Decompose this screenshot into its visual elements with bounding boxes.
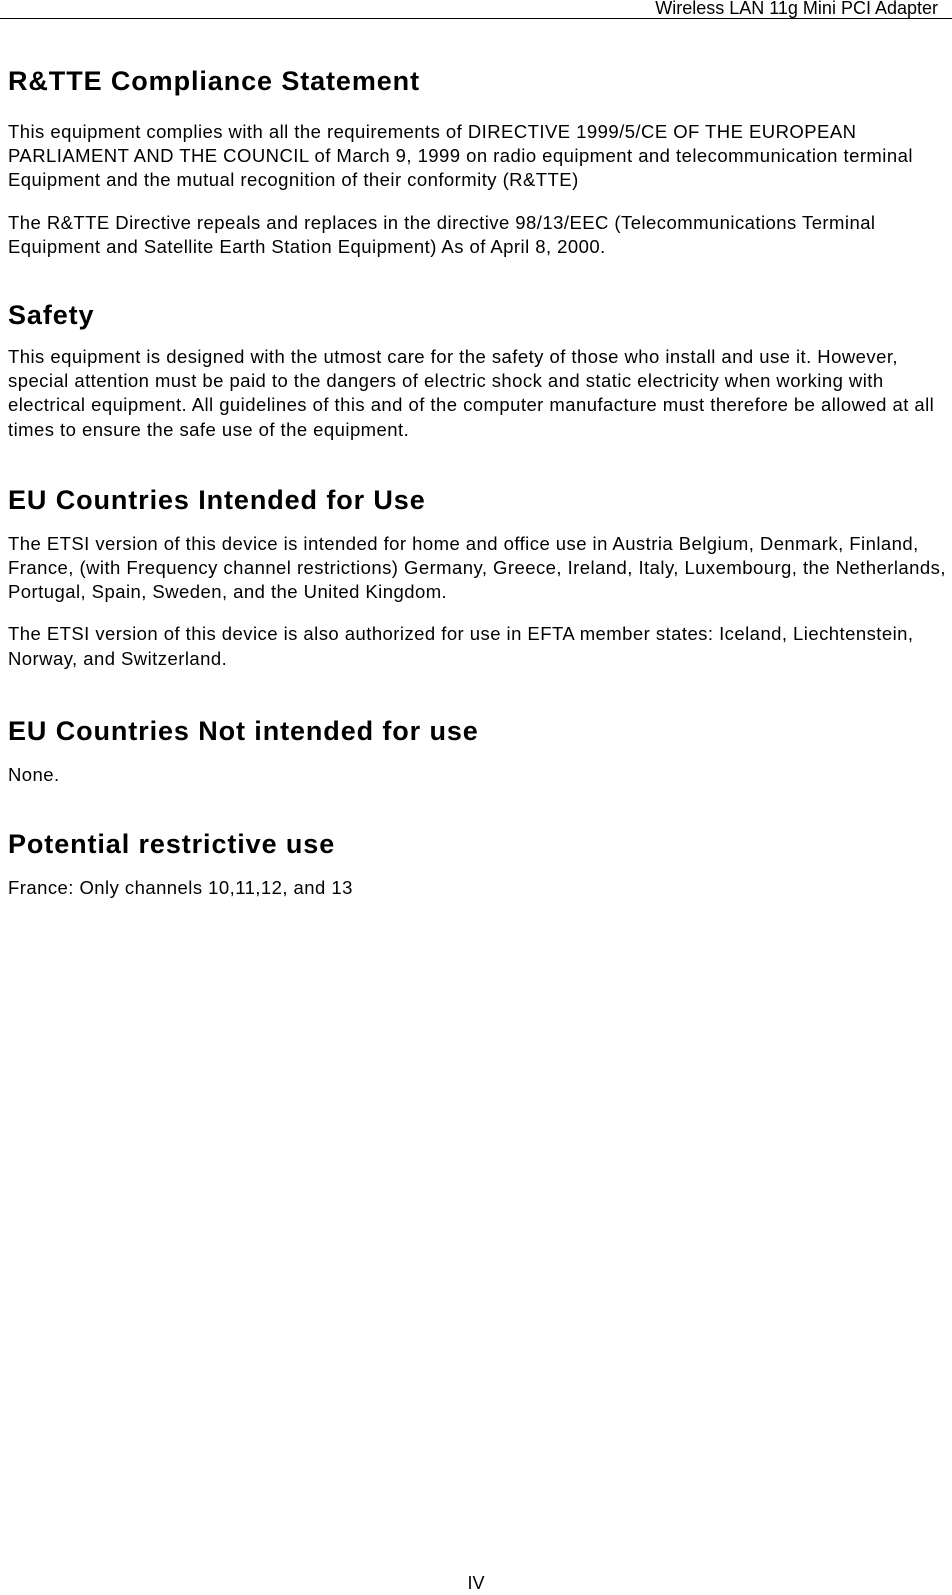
section-heading-eu-intended: EU Countries Intended for Use — [8, 484, 426, 515]
page-number: IV — [467, 1573, 485, 1593]
paragraph-safety: This equipment is designed with the utmost care for the safety of those who install and use it. However, special attention must be paid to the dangers of electric shock and static electricity when working with electrical equipment. All guidelines of this and of the computer manufacture must therefore be allowed at all times to ensure the safe use of the equipment. — [8, 346, 935, 440]
section-restrictive-use — [8, 827, 948, 900]
paragraph-rtte-directive: This equipment complies with all the requirements of DIRECTIVE 1999/5/CE OF THE EUROPEAN PARLIAMENT AND THE COUNCIL of March 9, 1999 on radio equipment and telecommunication terminal Equipment and the mutual recognition of their conformity (R&TTE) — [8, 121, 913, 191]
running-header-title: Wireless LAN 11g Mini PCI Adapter — [655, 0, 938, 18]
section-heading-restrictive-use: Potential restrictive use — [8, 829, 336, 860]
running-header — [0, 0, 952, 19]
section-eu-intended — [8, 483, 948, 671]
section-heading-safety: Safety — [8, 300, 95, 331]
section-safety — [8, 298, 948, 442]
paragraph-etsi-efta: The ETSI version of this device is also authorized for use in EFTA member states: Iceland, Liechtenstein, Norway, and Switzerland. — [8, 623, 914, 669]
paragraph-etsi-home-office: The ETSI version of this device is intended for home and office use in Austria Belgium, Denmark, Finland, France, (with Frequency channel restrictions) Germany, Greece, Ireland, Italy, Luxembourg, the Netherlands, Portugal, Spain, Sweden, and the United Kingdom. — [8, 532, 946, 603]
document-body — [8, 64, 948, 900]
paragraph-rtte-repeals: The R&TTE Directive repeals and replaces in the directive 98/13/EEC (Telecommunications Terminal Equipment and Satellite Earth Station Equipment) As of April 8, 2000. — [8, 211, 876, 257]
section-eu-not-intended — [8, 714, 948, 787]
paragraph-france-channels: France: Only channels 10,11,12, and 13 — [8, 877, 353, 899]
section-heading-eu-not-intended: EU Countries Not intended for use — [8, 715, 479, 746]
paragraph-none: None. — [8, 763, 60, 785]
section-heading-rtte-compliance: R&TTE Compliance Statement — [8, 66, 420, 96]
section-rtte-compliance — [8, 64, 948, 259]
